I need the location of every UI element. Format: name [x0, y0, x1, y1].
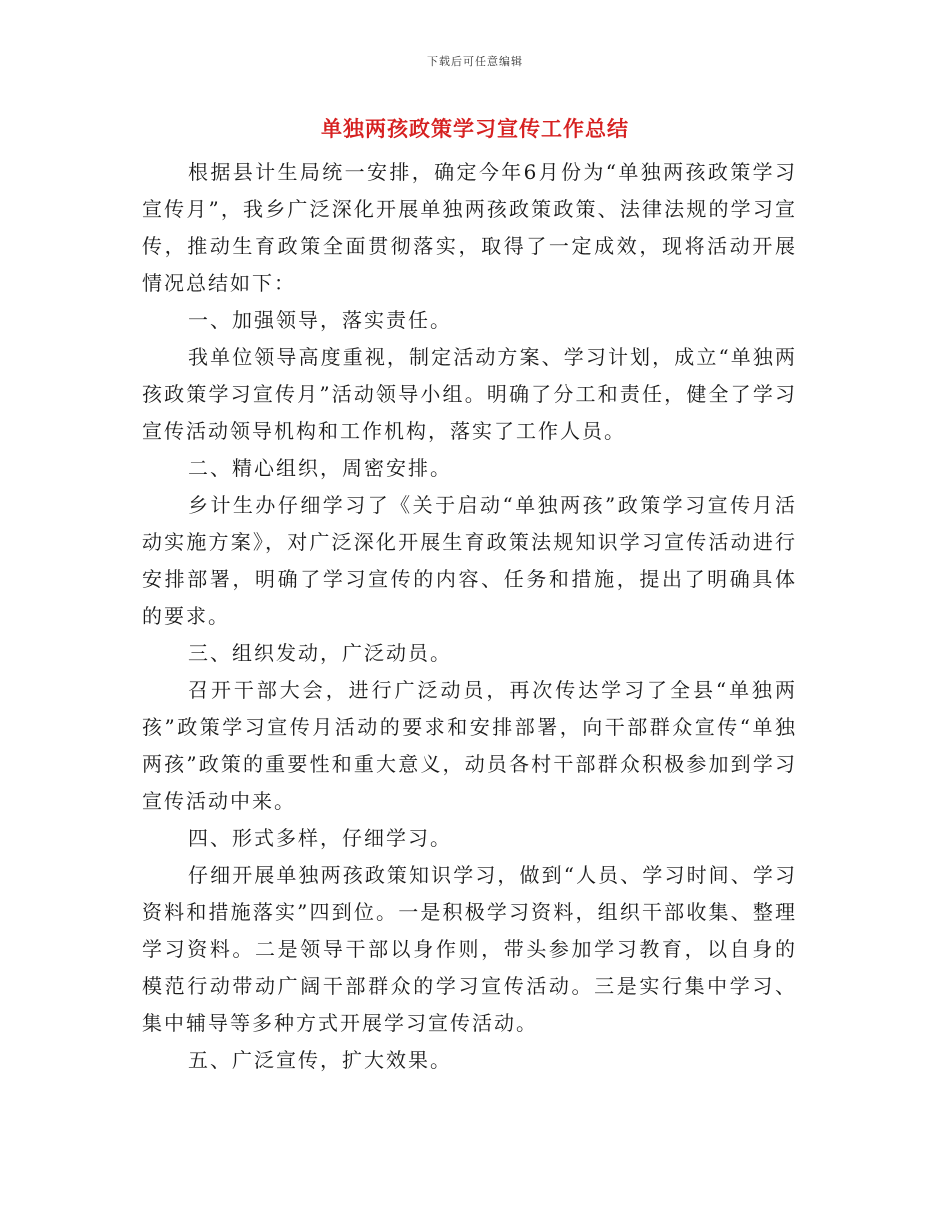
paragraph-section-4: 仔细开展单独两孩政策知识学习，做到“人员、学习时间、学习资料和措施落实”四到位。一是积极学习资料，组织干部收集、整理学习资料。二是领导干部以身作则，带头参加学习教育，以自身的模范行动带动广阔干部群众的学习宣传活动。三是实行集中学习、集中辅导等多种方式开展学习宣传活动。	[142, 863, 797, 1035]
section-heading-1: 一、加强领导，落实责任。	[188, 308, 452, 332]
section-heading-2: 二、精心组织，周密安排。	[188, 456, 452, 480]
section-heading-4: 四、形式多样，仔细学习。	[188, 826, 452, 850]
paragraph-section-3: 召开干部大会，进行广泛动员，再次传达学习了全县“单独两孩”政策学习宣传月活动的要求和安排部署，向干部群众宣传“单独两孩”政策的重要性和重大意义，动员各村干部群众积极参加到学习宣传活动中来。	[142, 678, 797, 813]
section-heading-5: 五、广泛宣传，扩大效果。	[188, 1048, 452, 1072]
section-heading-3: 三、组织发动，广泛动员。	[188, 641, 452, 665]
header-note: 下载后可任意编辑	[427, 55, 523, 68]
paragraph-intro: 根据县计生局统一安排，确定今年6月份为“单独两孩政策学习宣传月”，我乡广泛深化开展单独两孩政策政策、法律法规的学习宣传，推动生育政策全面贯彻落实，取得了一定成效，现将活动开展情况总结如下：	[142, 160, 797, 295]
paragraph-section-2: 乡计生办仔细学习了《关于启动“单独两孩”政策学习宣传月活动实施方案》，对广泛深化开展生育政策法规知识学习宣传活动进行安排部署，明确了学习宣传的内容、任务和措施，提出了明确具体的要求。	[142, 493, 797, 628]
paragraph-section-1: 我单位领导高度重视，制定活动方案、学习计划，成立“单独两孩政策学习宣传月”活动领导小组。明确了分工和责任，健全了学习宣传活动领导机构和工作机构，落实了工作人员。	[142, 345, 797, 443]
document-body	[142, 154, 797, 1079]
document-title: 单独两孩政策学习宣传工作总结	[321, 116, 629, 141]
